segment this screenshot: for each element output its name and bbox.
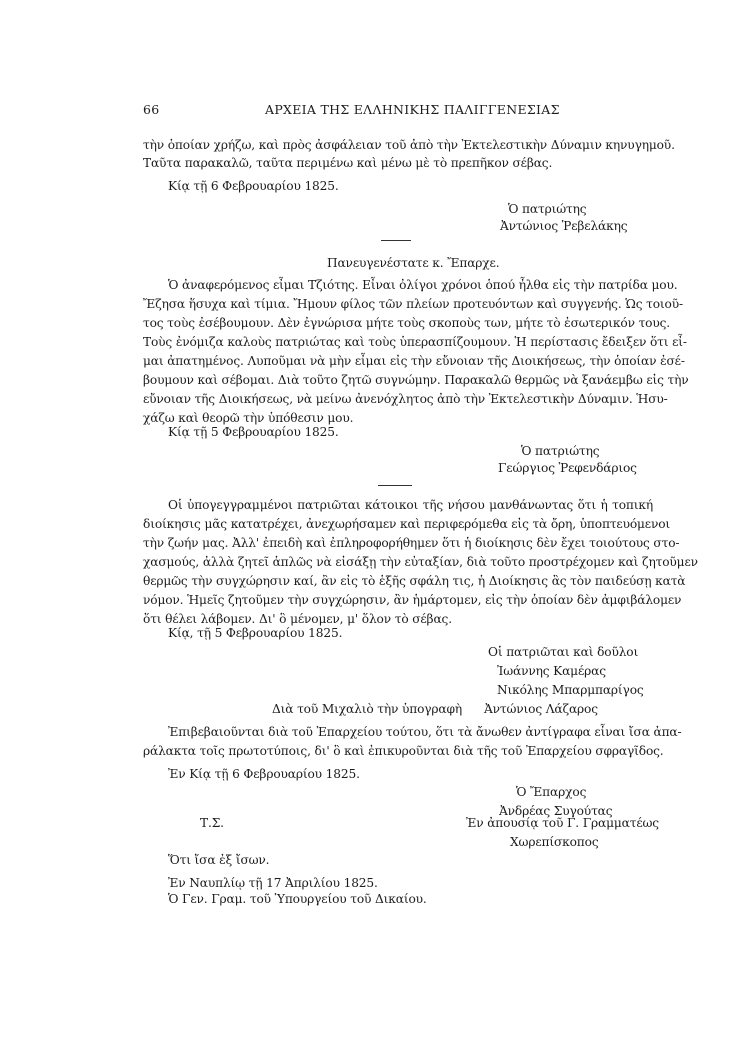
letter2-signature-name: Γεώργιος Ῥεφενδάριος — [498, 461, 637, 475]
letter1-signature-title: Ὁ πατριώτης — [508, 202, 587, 216]
footer-place-date: Ἐν Ναυπλίῳ τῇ 17 Ἀπριλίου 1825. — [168, 876, 378, 890]
letter3-line-1: Οἱ ὑπογεγγραμμένοι πατριῶται κάτοικοι τῆς νήσου μανθάνωντας ὅτι ἡ τοπική — [168, 498, 653, 512]
secretary-absence-note: Ἐν ἀπουσίᾳ τοῦ Γ. Γραμματέως — [466, 816, 659, 830]
certification-line-1: Ἐπιβεβαιοῦνται διὰ τοῦ Ἐπαρχείου τούτου, ὅτι τὰ ἄνωθεν ἀντίγραφα εἶναι ἴσα ἀπα- — [168, 725, 682, 739]
letter3-line-5: θερμῶς τὴν συγχώρησιν καί, ἂν εἰς τὸ ἑξῆς σφάλη τις, ἡ Διοίκησις ἂς τὸν παιδεύσῃ κατὰ — [143, 574, 686, 588]
letter2-line-7: εὔνοιαν τῆς Διοικήσεως, νὰ μείνω ἀνενόχλητος ἀπὸ τὴν Ἐκτελεστικὴν Δύναμιν. Ἡσυ- — [143, 392, 668, 406]
letter3-line-3: τὴν ζωήν μας. Ἀλλ' ἐπειδὴ καὶ ἐπληροφορήθημεν ὅτι ἡ διοίκησις δὲν ἔχει τοιούτους στο- — [143, 536, 680, 550]
letter3-line-7: ὅτι θέλει λάβομεν. Δι' ὃ μένομεν, μ' ὅλον τὸ σέβας. — [143, 612, 452, 626]
letter3-line-2: διοίκησις μᾶς κατατρέχει, ἀνεχωρήσαμεν καὶ περιφερόμεθα εἰς τὰ ὄρη, ὑποπτευόμενοι — [143, 517, 671, 531]
letter2-line-1: Ὁ ἀναφερόμενος εἶμαι Τζιότης. Εἶναι ὀλίγοι χρόνοι ὁπού ἦλθα εἰς τὴν πατρίδα μου. — [168, 278, 678, 292]
letter2-line-3: τος τοὺς ἐσέβουμουν. Δὲν ἐγνώρισα μήτε τοὺς σκοποὺς των, μήτε τὸ ἐσωτερικόν τους. — [143, 316, 671, 330]
letter2-line-6: βουμουν καὶ σέβομαι. Διὰ τοῦτο ζητῶ συγνώμην. Παρακαλῶ θερμῶς νὰ ξανάεμβω εἰς τὴν — [143, 373, 689, 387]
page-number: 66 — [143, 102, 160, 117]
letter2-salutation: Πανευγενέστατε κ. Ἔπαρχε. — [327, 256, 500, 270]
running-title: ΑΡΧΕΙΑ ΤΗΣ ΕΛΛΗΝΙΚΗΣ ΠΑΛΙΓΓΕΝΕΣΙΑΣ — [265, 102, 560, 117]
chorepiscopus-title: Χωρεπίσκοπος — [510, 835, 599, 849]
prefect-name: Ἀνδρέας Συγούτας — [499, 804, 613, 818]
letter3-signatory-name: Ἰωάννης Καμέρας — [497, 664, 606, 678]
letter2-line-5: μαι ἀπατημένος. Λυποῦμαι νὰ μὴν εἶμαι εἰς τὴν εὔνοιαν τῆς Διοικήσεως, τὴν ὁποίαν ἐσέ- — [143, 354, 685, 368]
section-divider — [381, 240, 411, 241]
letter2-line-2: Ἔζησα ἥσυχα καὶ τίμια. Ἤμουν φίλος τῶν πλείων προτευόντων καὶ συγγενής. Ὡς τοιοῦ- — [143, 297, 683, 311]
letter2-date: Κίᾳ τῇ 5 Φεβρουαρίου 1825. — [168, 425, 339, 439]
certification-date: Ἐν Κίᾳ τῇ 6 Φεβρουαρίου 1825. — [168, 767, 360, 781]
footer-official: Ὁ Γεν. Γραμ. τοῦ Ὑπουργείου τοῦ Δικαίου. — [168, 892, 427, 906]
letter2-line-4: Τοὺς ἐνόμιζα καλοὺς πατριώτας καὶ τοὺς ὑπερασπίζουμουν. Ἡ περίστασις ἔδειξεν ὅτι εἶ- — [143, 335, 687, 349]
section-divider — [378, 485, 412, 486]
certification-line-2: ράλακτα τοῖς πρωτοτύποις, δι' ὃ καὶ ἐπικυροῦνται διὰ τῆς τοῦ Ἐπαρχείου σφραγῖδος. — [143, 744, 664, 758]
letter3-signatory-name: Νικόλης Μπαρμπαρίγος — [497, 683, 644, 697]
letter3-line-6: νόμον. Ἡμεῖς ζητοῦμεν τὴν συγχώρησιν, ἂν ἡμάρτομεν, εἰς τὴν ὁποίαν δὲν ἀμφιβάλομεν — [143, 593, 682, 607]
letter1-date: Κίᾳ τῇ 6 Φεβρουαρίου 1825. — [168, 179, 339, 193]
letter3-signatory-heading: Οἱ πατριῶται καὶ δοῦλοι — [488, 645, 639, 659]
letter1-signature-name: Ἀντώνιος Ῥεβελάκης — [500, 219, 628, 233]
letter3-line-4: χασμούς, ἀλλὰ ζητεῖ ἁπλῶς νὰ εἰσάξῃ τὴν εὐταξίαν, διὰ τοῦτο προστρέχομεν καὶ ζητοῦμεν — [143, 555, 698, 569]
letter1-line-1: τὴν ὁποίαν χρήζω, καὶ πρὸς ἀσφάλειαν τοῦ ἀπὸ τὴν Ἐκτελεστικὴν Δύναμιν κηνυγημοῦ. — [143, 138, 675, 152]
letter2-signature-title: Ὁ πατριώτης — [521, 444, 600, 458]
letter3-proxy-note: Διὰ τοῦ Μιχαλιὸ τὴν ὑπογραφὴ — [272, 702, 463, 716]
copy-note: Ὅτι ἴσα ἐξ ἴσων. — [168, 853, 270, 867]
seal-mark: Τ.Σ. — [200, 816, 224, 830]
letter1-line-2: Ταῦτα παρακαλῶ, ταῦτα περιμένω καὶ μένω μὲ τὸ πρεπῆκον σέβας. — [143, 156, 553, 170]
letter3-date: Κίᾳ, τῇ 5 Φεβρουαρίου 1825. — [168, 626, 343, 640]
letter3-signatory-name: Ἀντώνιος Λάζαρος — [484, 702, 598, 716]
prefect-title: Ὁ Ἔπαρχος — [516, 785, 587, 799]
letter2-line-8: χάζω καὶ θεορῶ τὴν ὑπόθεσιν μου. — [143, 411, 354, 425]
